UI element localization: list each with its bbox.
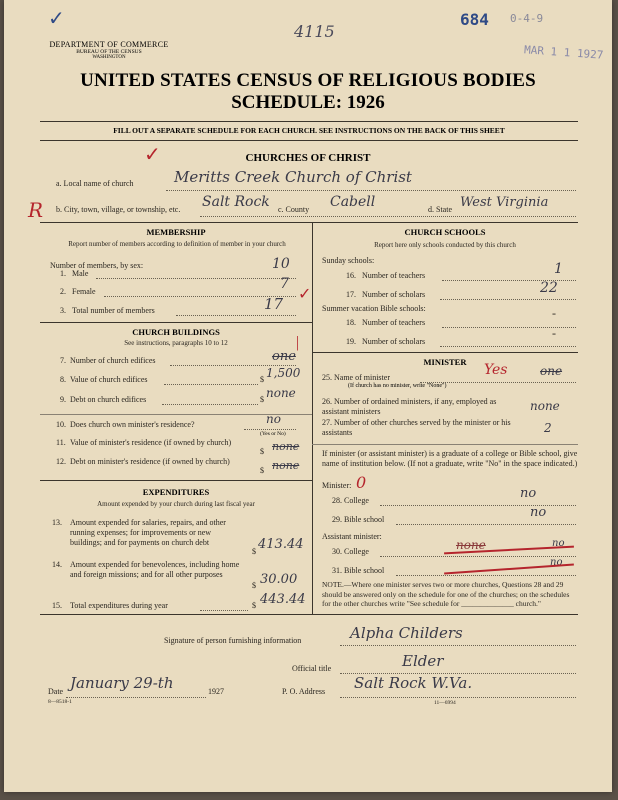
red-check-mark: ✓: [298, 286, 312, 303]
expenditures-subtitle: Amount expended by your church during last fiscal year: [97, 500, 255, 508]
minister-label: Minister:: [322, 481, 352, 490]
dollar-sign: $: [260, 447, 264, 456]
check-mark: ✓: [48, 8, 65, 30]
total-expenditures-num: 15.: [52, 601, 62, 610]
ordained-ministers-label: 26. Number of ordained ministers, if any, employed as assistant ministers: [322, 397, 497, 416]
bureau-name: BUREAU OF THE CENSUS: [76, 49, 142, 55]
dotted-line: [340, 645, 576, 646]
column-divider: [312, 222, 313, 614]
summer-schools-label: Summer vacation Bible schools:: [322, 304, 426, 313]
assistant-college-value: none: [456, 538, 486, 552]
dotted-line: [396, 575, 576, 576]
edifices-label: Number of church edifices: [70, 356, 156, 365]
male-num: 1.: [60, 269, 66, 278]
red-check-mark: ✓: [144, 144, 161, 166]
total-members-num: 3.: [60, 306, 66, 315]
dollar-sign: $: [252, 581, 256, 590]
summer-teachers-label: Number of teachers: [362, 318, 426, 327]
college-value: no: [520, 486, 537, 501]
denomination-title: CHURCHES OF CHRIST: [245, 152, 371, 164]
summer-scholars-value: -: [552, 326, 556, 340]
dollar-sign: $: [260, 395, 264, 404]
department-name: DEPARTMENT OF COMMERCE: [49, 40, 169, 49]
rule: [40, 140, 578, 141]
po-address-value: Salt Rock W.Va.: [354, 674, 473, 692]
minister-name-note: (If church has no minister, write "None"): [348, 383, 447, 389]
serial-number: 4115: [294, 22, 335, 41]
instruction-text: FILL OUT A SEPARATE SCHEDULE FOR EACH CHURCH. SEE INSTRUCTIONS ON THE BACK OF THIS SHEET: [113, 126, 505, 135]
sunday-scholars-label: Number of scholars: [362, 290, 426, 299]
residence-value-label: Value of minister's residence (if owned by church): [70, 438, 232, 447]
dotted-line: [440, 299, 576, 300]
official-title-label: Official title: [292, 664, 332, 673]
dotted-line: [164, 384, 258, 385]
dotted-line: [200, 216, 576, 217]
assistant-college-extra: no: [552, 538, 565, 549]
date-value: January 29-th: [70, 674, 174, 692]
dotted-line: [440, 346, 576, 347]
rule: [40, 322, 312, 323]
female-value: 7: [280, 276, 289, 292]
total-expenditures-label: Total expenditures during year: [70, 601, 168, 610]
rule: [40, 222, 578, 223]
other-churches-label: 27. Number of other churches served by the minister or his assistants: [322, 418, 511, 437]
rule: [312, 352, 578, 353]
male-value: 10: [272, 256, 290, 272]
running-expenses-label: Amount expended for salaries, repairs, and other running expenses; for improvements or new buildings; and for payments on church debt: [70, 518, 226, 547]
total-expenditures-value: 443.44: [260, 592, 306, 607]
assistant-bible-school-value: no: [550, 557, 563, 568]
female-num: 2.: [60, 287, 66, 296]
membership-subtitle: Report number of members according to definition of member in your church: [68, 240, 286, 248]
dollar-sign: $: [260, 375, 264, 384]
sunday-teachers-num: 16.: [346, 271, 356, 280]
schools-title: CHURCH SCHOOLS: [404, 227, 486, 237]
date-year: 1927: [208, 687, 224, 696]
summer-scholars-num: 19.: [346, 337, 356, 346]
signature-value: Alpha Childers: [350, 624, 463, 642]
dotted-line: [176, 315, 296, 316]
local-name-value: Meritts Creek Church of Christ: [174, 168, 412, 186]
minister-title: MINISTER: [423, 357, 467, 367]
dotted-line: [380, 505, 576, 506]
bible-school-value: no: [530, 505, 547, 520]
dotted-line: [340, 697, 576, 698]
dotted-line: [66, 697, 206, 698]
female-label: Female: [72, 287, 96, 296]
date-label: Date: [48, 687, 64, 696]
edifices-value: one: [272, 349, 296, 364]
college-instruction: If minister (or assistant minister) is a graduate of a college or Bible school, give name of institution below. (If not a graduate, write "No" in the space indicated.): [322, 449, 578, 468]
dollar-sign: $: [260, 466, 264, 475]
summer-scholars-label: Number of scholars: [362, 337, 426, 346]
edifice-value-label: Value of church edifices: [70, 375, 148, 384]
dotted-line: [380, 556, 576, 557]
benevolences-value: 30.00: [260, 572, 298, 587]
residence-debt-amount: none: [272, 459, 300, 472]
assistant-label: Assistant minister:: [322, 532, 382, 541]
other-churches-value: 2: [544, 421, 552, 435]
residence-value: no: [266, 412, 281, 426]
bible-school-label: 29. Bible school: [332, 515, 385, 524]
state-label: d. State: [428, 205, 452, 214]
rule: [40, 121, 578, 122]
dotted-line: [96, 278, 296, 279]
po-address-label: P. O. Address: [282, 687, 326, 696]
male-label: Male: [72, 269, 89, 278]
by-sex-label: Number of members, by sex:: [50, 261, 144, 270]
assistant-college-label: 30. College: [332, 547, 369, 556]
residence-label: Does church own minister's residence?: [70, 420, 195, 429]
summer-teachers-value: -: [552, 306, 556, 320]
stamp-number: 684: [460, 10, 489, 29]
residence-value-amount: none: [272, 440, 300, 453]
rule: [312, 444, 578, 445]
minister-name-label: 25. Name of minister: [322, 373, 390, 382]
official-title-value: Elder: [402, 652, 444, 670]
total-members-value: 17: [264, 295, 284, 313]
red-tick: |: [296, 334, 300, 351]
dollar-sign: $: [252, 547, 256, 556]
form-number: 8—8518-1: [48, 699, 72, 705]
county-label: c. County: [278, 205, 310, 214]
city-label: b. City, town, village, or township, etc.: [56, 205, 181, 214]
expenditures-title: EXPENDITURES: [142, 487, 210, 497]
sunday-teachers-value: 1: [554, 261, 563, 277]
department-block: [24, 40, 194, 60]
edifice-debt-num: 9.: [60, 395, 66, 404]
residence-debt-label: Debt on minister's residence (if owned by church): [70, 457, 230, 466]
buildings-subtitle: See instructions, paragraphs 10 to 12: [124, 339, 228, 347]
sunday-teachers-label: Number of teachers: [362, 271, 426, 280]
membership-title: MEMBERSHIP: [146, 227, 206, 237]
schedule-title: SCHEDULE: 1926: [231, 92, 385, 113]
rule: [40, 614, 578, 615]
edifice-debt-value: none: [266, 386, 296, 400]
dotted-line: [166, 190, 576, 191]
minister-name-struck: one: [540, 364, 563, 378]
margin-mark: R: [28, 198, 44, 222]
sunday-schools-label: Sunday schools:: [322, 256, 375, 265]
edifice-debt-label: Debt on church edifices: [70, 395, 147, 404]
dotted-line: [162, 404, 258, 405]
census-form: [4, 0, 612, 792]
running-expenses-num: 13.: [52, 518, 62, 527]
red-strike: [444, 563, 574, 574]
edifice-value-num: 8.: [60, 375, 66, 384]
benevolences-num: 14.: [52, 560, 62, 569]
dotted-line: [396, 524, 576, 525]
signature-label: Signature of person furnishing information: [164, 636, 302, 645]
minister-name-value: Yes: [484, 362, 508, 378]
print-code: 11—6994: [434, 700, 456, 706]
city-value: Salt Rock: [202, 194, 270, 210]
total-members-label: Total number of members: [72, 306, 155, 315]
sunday-scholars-num: 17.: [346, 290, 356, 299]
state-value: West Virginia: [460, 195, 549, 210]
minister-note: NOTE.—Where one minister serves two or more churches, Questions 28 and 29 should be answered only on the schedule for one of the churches; on the schedules for the other churches write "See schedule for ______________ church.": [322, 580, 570, 608]
local-name-label: a. Local name of church: [56, 179, 134, 188]
schools-subtitle: Report here only schools conducted by this church: [374, 241, 516, 249]
summer-teachers-num: 18.: [346, 318, 356, 327]
benevolences-label: Amount expended for benevolences, including home and foreign missions; and for all other purposes: [70, 560, 240, 579]
dollar-sign: $: [252, 601, 256, 610]
yes-no-note: (Yes or No): [260, 431, 286, 437]
edifices-num: 7.: [60, 356, 66, 365]
running-expenses-value: 413.44: [258, 537, 304, 552]
ordained-ministers-value: none: [530, 399, 560, 413]
minister-mark: 0: [356, 473, 367, 492]
residence-num: 10.: [56, 420, 66, 429]
county-value: Cabell: [330, 194, 376, 210]
page-title: UNITED STATES CENSUS OF RELIGIOUS BODIES: [80, 70, 536, 91]
residence-value-num: 11.: [56, 438, 66, 447]
college-label: 28. College: [332, 496, 369, 505]
department-city: WASHINGTON: [92, 55, 126, 60]
assistant-bible-school-label: 31. Bible school: [332, 566, 385, 575]
dotted-line: [200, 610, 248, 611]
buildings-title: CHURCH BUILDINGS: [132, 327, 220, 337]
residence-debt-num: 12.: [56, 457, 66, 466]
edifice-value-amount: 1,500: [266, 366, 301, 380]
dotted-line: [244, 429, 296, 430]
received-date-stamp: MAR 1 1 1927: [523, 43, 604, 62]
sunday-scholars-value: 22: [540, 280, 558, 296]
rule: [40, 480, 312, 481]
stamp-code: 0-4-9: [510, 12, 544, 25]
